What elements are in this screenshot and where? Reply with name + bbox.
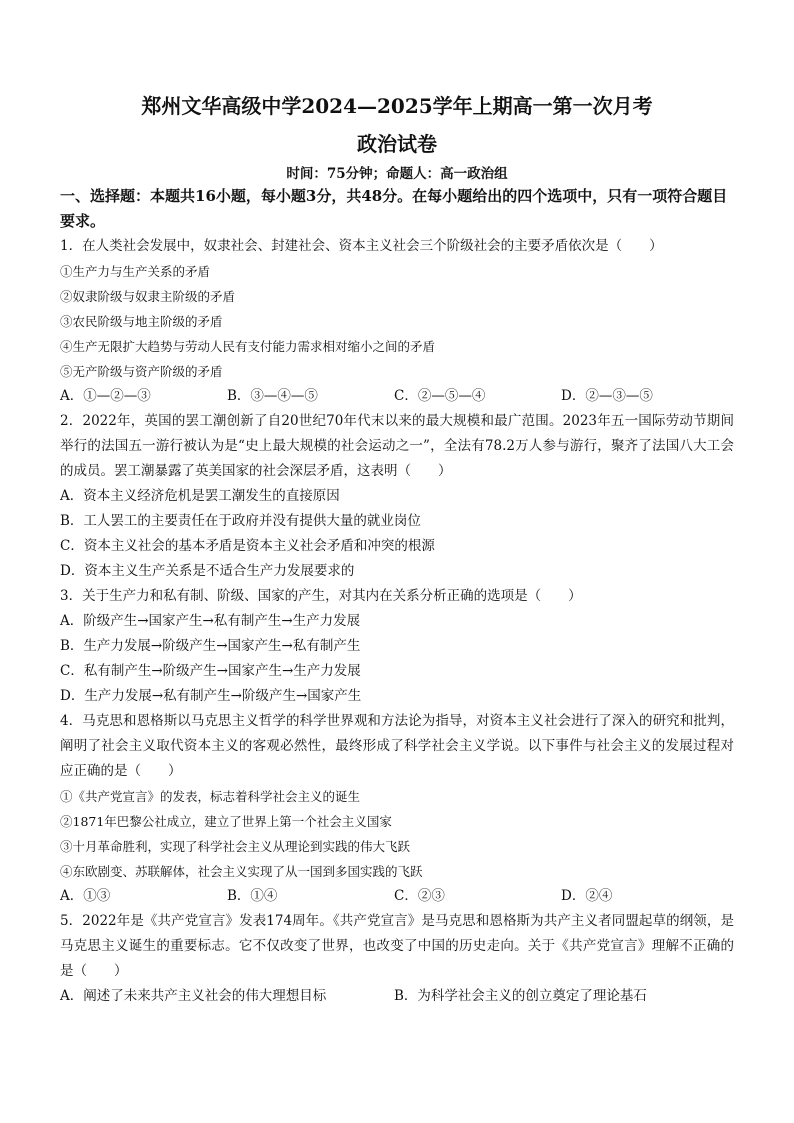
option-c[interactable]: C．私有制产生→阶级产生→国家产生→生产力发展 [60,663,361,679]
statement-item: ②1871年巴黎公社成立，建立了世界上第一个社会主义国家 [60,814,392,829]
option-c[interactable]: C．资本主义社会的基本矛盾是资本主义社会矛盾和冲突的根源 [60,538,435,554]
option-d[interactable]: D．生产力发展→私有制产生→阶级产生→国家产生 [60,688,362,704]
question-stem: 2．2022年，英国的罢工潮创新了自20世纪70年代末以来的最大规模和最广范围。2023年五一国际劳动节期间举行的法国五一游行被认为是“史上最大规模的社会运动之一”，全法有78.2万人参与游行，聚齐了法国八大工会的成员。罢工潮暴露了英美国家的社会深层矛盾，这表明（ ） [60,413,734,479]
option-c[interactable]: C．②③ [394,888,445,904]
options-row [60,384,734,409]
exam-title: 郑州文华高级中学2024—2025学年上期高一第一次月考 [141,94,653,118]
option-b[interactable]: B．生产力发展→阶级产生→国家产生→私有制产生 [60,638,361,654]
option-a[interactable]: A．阶级产生→国家产生→私有制产生→生产力发展 [60,613,361,629]
statement-item: ①《共产党宣言》的发表，标志着科学社会主义的诞生 [60,789,361,804]
option-d[interactable]: D．资本主义生产关系是不适合生产力发展要求的 [60,563,355,579]
option-d[interactable]: D．②—③—⑤ [561,388,653,404]
option-b[interactable]: B．①④ [227,888,278,904]
question-stem: 1．在人类社会发展中，奴隶社会、封建社会、资本主义社会三个阶级社会的主要矛盾依次是（ ） [60,238,663,254]
statement-item: ①生产力与生产关系的矛盾 [60,264,211,279]
statement-item: ③十月革命胜利，实现了科学社会主义从理论到实践的伟大飞跃 [60,839,411,854]
options-row [60,984,734,1009]
option-a[interactable]: A．①—②—③ [60,388,151,404]
exam-subtitle: 政治试卷 [357,132,437,156]
question-4 [60,709,734,909]
question-3 [60,584,734,709]
question-5 [60,909,734,1009]
statement-item: ④生产无限扩大趋势与劳动人民有支付能力需求相对缩小之间的矛盾 [60,339,436,354]
options-row [60,884,734,909]
question-stem: 5．2022年是《共产党宣言》发表174周年。《共产党宣言》是马克思和恩格斯为共产主义者同盟起草的纲领，是马克思主义诞生的重要标志。它不仅改变了世界，也改变了中国的历史走向。关于《共产党宣言》理解不正确的是（ ） [60,913,734,979]
option-c[interactable]: C．②—⑤—④ [394,388,486,404]
exam-meta: 时间：75分钟；命题人：高一政治组 [286,166,508,182]
option-d[interactable]: D．②④ [561,888,613,904]
statement-item: ⑤无产阶级与资产阶级的矛盾 [60,364,223,379]
question-stem: 3．关于生产力和私有制、阶级、国家的产生，对其内在关系分析正确的选项是（ ） [60,588,582,604]
option-a[interactable]: A．资本主义经济危机是罢工潮发生的直接原因 [60,488,340,504]
question-1 [60,234,734,409]
option-b[interactable]: B．③—④—⑤ [227,388,318,404]
option-a[interactable]: A．阐述了未来共产主义社会的伟大理想目标 [60,988,327,1004]
statement-item: ②奴隶阶级与奴隶主阶级的矛盾 [60,289,236,304]
statement-item: ③农民阶级与地主阶级的矛盾 [60,314,223,329]
option-b[interactable]: B．为科学社会主义的创立奠定了理论基石 [394,988,647,1004]
statement-item: ④东欧剧变、苏联解体，社会主义实现了从一国到多国实践的飞跃 [60,864,423,879]
section-heading: 一、选择题：本题共16小题，每小题3分，共48分。在每小题给出的四个选项中，只有一项符合题目要求。 [60,187,728,230]
question-stem: 4．马克思和恩格斯以马克思主义哲学的科学世界观和方法论为指导，对资本主义社会进行了深入的研究和批判，阐明了社会主义取代资本主义的客观必然性，最终形成了科学社会主义学说。以下事件与社会主义的发展过程对应正确的是（ ） [60,713,734,779]
question-2 [60,409,734,584]
option-b[interactable]: B．工人罢工的主要责任在于政府并没有提供大量的就业岗位 [60,513,421,529]
option-a[interactable]: A．①③ [60,888,111,904]
